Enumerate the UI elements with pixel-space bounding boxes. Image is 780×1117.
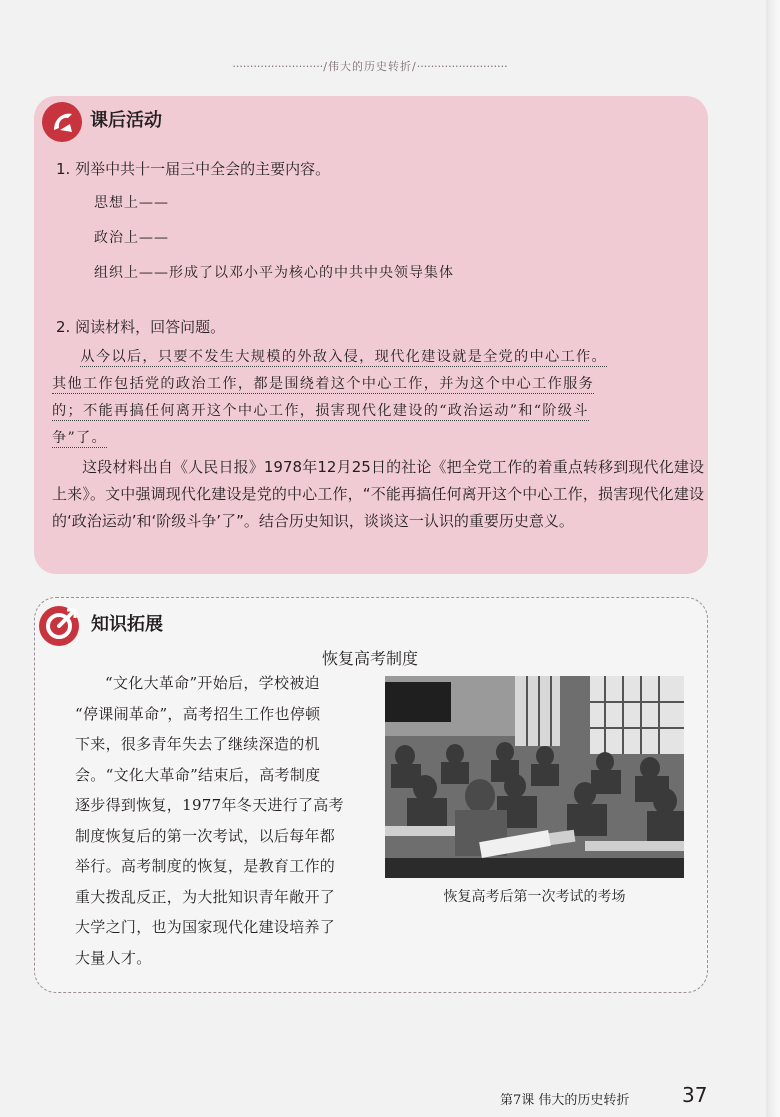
knowledge-icon bbox=[37, 604, 81, 648]
source-quote bbox=[52, 344, 704, 452]
page-edge bbox=[766, 0, 780, 1117]
knowledge-extension-box bbox=[34, 597, 708, 993]
knowledge-line: 下来，很多青年失去了继续深造的机 bbox=[75, 735, 320, 753]
after-class-activity-box bbox=[34, 96, 708, 574]
knowledge-subtitle: 恢复高考制度 bbox=[321, 649, 418, 668]
running-head bbox=[200, 58, 540, 74]
knowledge-title: 知识拓展 bbox=[91, 614, 163, 635]
knowledge-line: 重大拨乱反正，为大批知识青年敞开了 bbox=[75, 887, 336, 906]
knowledge-text bbox=[75, 668, 379, 973]
knowledge-line: 会。“文化大革命”结束后，高考制度 bbox=[75, 765, 321, 784]
question-1: 1. 列举中共十一届三中全会的主要内容。 bbox=[56, 160, 331, 178]
knowledge-line: 制度恢复后的第一次考试，以后每年都 bbox=[75, 826, 336, 845]
answer-thought: 思想上—— bbox=[94, 195, 169, 211]
paragraph-text: 这段材料出自《人民日报》1978年12月25日的社论《把全党工作的着重点转移到现代化建设上来》。文中强调现代化建设是党的中心工作，“不能再搞任何离开这个中心工作，损害现代化建设的‘政治运动’和‘阶级斗争’了”。结合历史知识，谈谈这一认识的重要历史意义。 bbox=[52, 458, 704, 530]
page-number: 37 bbox=[682, 1083, 708, 1107]
knowledge-line: 大量人才。 bbox=[75, 948, 152, 967]
knowledge-line: “停课闹革命”，高考招生工作也停顿 bbox=[75, 704, 321, 723]
photo-caption: 恢复高考后第一次考试的考场 bbox=[443, 889, 626, 905]
knowledge-line: 大学之门，也为国家现代化建设培养了 bbox=[75, 918, 336, 936]
exam-hall-photo bbox=[385, 676, 684, 878]
knowledge-line: 逐步得到恢复，1977年冬天进行了高考 bbox=[75, 796, 344, 814]
quote-line: 的；不能再搞任何离开这个中心工作，损害现代化建设的“政治运动”和“阶级斗 bbox=[52, 403, 589, 419]
running-head-title: /伟大的历史转折/ bbox=[323, 60, 417, 73]
quote-line: 争”了。 bbox=[52, 430, 108, 446]
running-head-dots-left: ·························· bbox=[232, 60, 324, 73]
footer-lesson: 第7课 伟大的历史转折 bbox=[500, 1093, 630, 1108]
running-head-dots-right: ·························· bbox=[416, 60, 508, 73]
page-footer bbox=[500, 1083, 720, 1113]
knowledge-line: 举行。高考制度的恢复，是教育工作的 bbox=[75, 857, 336, 875]
answer-organization: 组织上——形成了以邓小平为核心的中共中央领导集体 bbox=[94, 265, 454, 281]
knowledge-line: “文化大革命”开始后，学校被迫 bbox=[105, 674, 320, 692]
answer-politics: 政治上—— bbox=[94, 230, 169, 246]
activity-icon bbox=[40, 100, 84, 144]
quote-line: 其他工作包括党的政治工作，都是围绕着这个中心工作，并为这个中心工作服务 bbox=[52, 376, 595, 392]
activity-title: 课后活动 bbox=[90, 110, 162, 131]
question-2: 2. 阅读材料，回答问题。 bbox=[56, 318, 226, 336]
quote-line: 从今以后，只要不发生大规模的外敌入侵，现代化建设就是全党的中心工作。 bbox=[80, 349, 607, 365]
question-paragraph bbox=[52, 454, 704, 535]
